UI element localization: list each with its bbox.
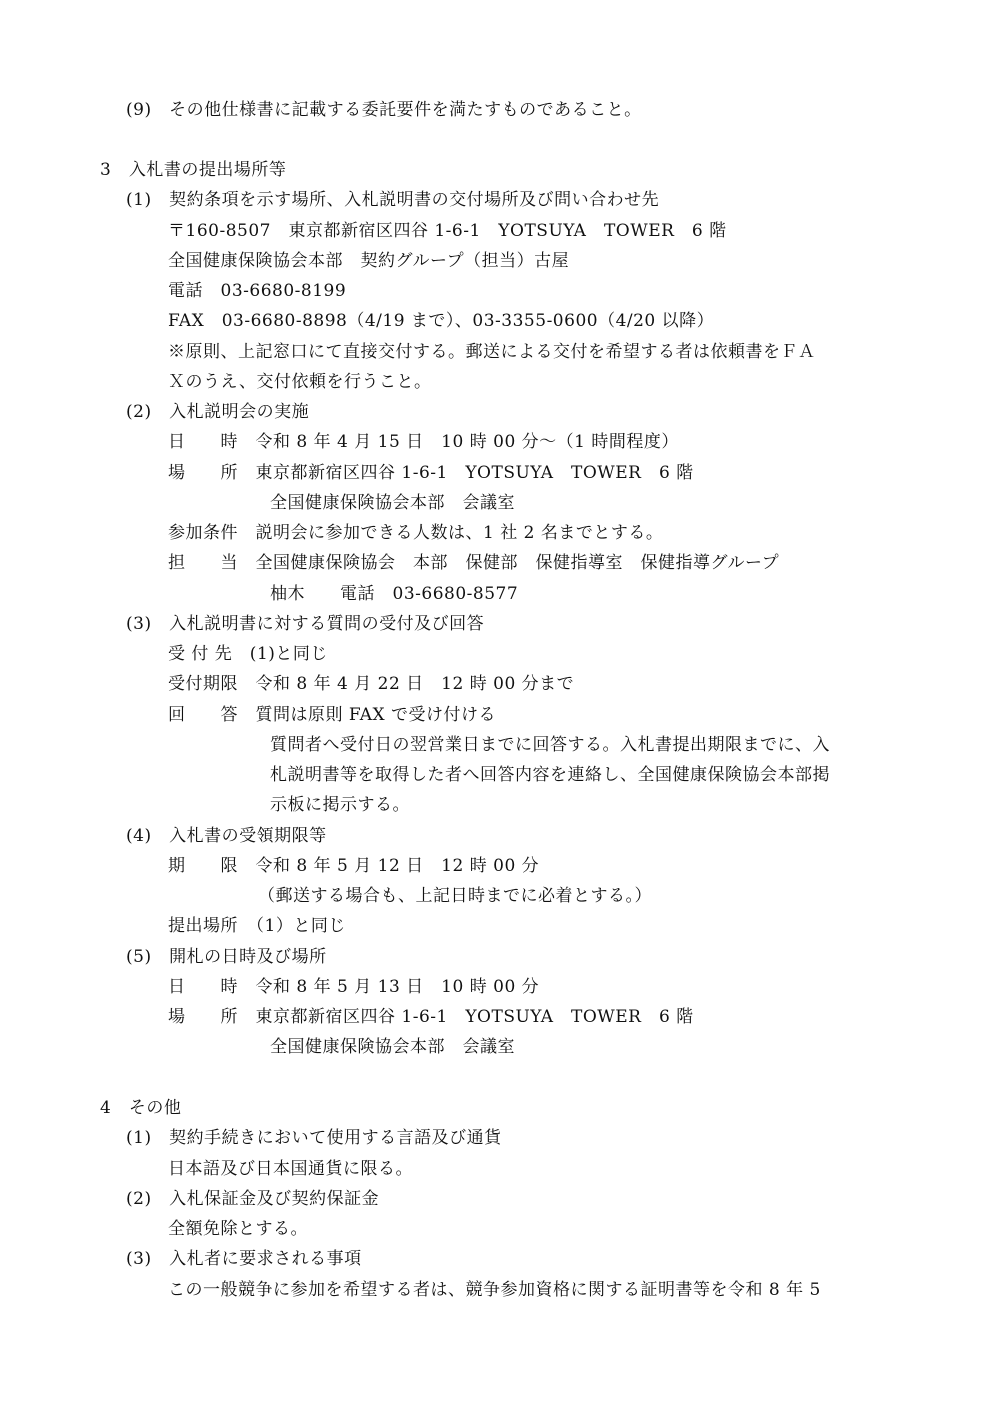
submission-deadline: 期 限 令和 8 年 5 月 12 日 12 時 00 分 <box>168 856 540 876</box>
answer-line-1: 質問者へ受付日の翌営業日までに回答する。入札書提出期限までに、入 <box>270 735 830 755</box>
briefing-datetime: 日 時 令和 8 年 4 月 15 日 10 時 00 分～（1 時間程度） <box>168 432 679 452</box>
other-item-2-heading: (2) 入札保証金及び契約保証金 <box>126 1189 380 1209</box>
note-line-2: Ｘのうえ、交付依頼を行うこと。 <box>168 372 432 392</box>
item-2-heading: (2) 入札説明会の実施 <box>126 402 310 422</box>
briefing-conditions: 参加条件 説明会に参加できる人数は、1 社 2 名までとする。 <box>168 523 664 543</box>
mail-note: （郵送する場合も、上記日時までに必着とする。） <box>258 886 652 906</box>
briefing-place: 場 所 東京都新宿区四谷 1-6-1 YOTSUYA TOWER 6 階 <box>168 463 694 483</box>
other-item-1-text: 日本語及び日本国通貨に限る。 <box>168 1159 413 1179</box>
phone-line: 電話 03-6680-8199 <box>168 281 347 301</box>
question-deadline: 受付期限 令和 8 年 4 月 22 日 12 時 00 分まで <box>168 674 575 694</box>
other-item-2-text: 全額免除とする。 <box>168 1219 308 1239</box>
other-item-1-heading: (1) 契約手続きにおいて使用する言語及び通貨 <box>126 1128 502 1148</box>
briefing-contact: 担 当 全国健康保険協会 本部 保健部 保健指導室 保健指導グループ <box>168 553 780 573</box>
address-line: 〒160-8507 東京都新宿区四谷 1-6-1 YOTSUYA TOWER 6 階 <box>168 221 727 241</box>
contact-office: 全国健康保険協会本部 契約グループ（担当）古屋 <box>168 251 570 271</box>
opening-room: 全国健康保険協会本部 会議室 <box>270 1037 515 1057</box>
note-line-1: ※原則、上記窓口にて直接交付する。郵送による交付を希望する者は依頼書をＦＡ <box>168 342 816 362</box>
other-item-3-text: この一般競争に参加を希望する者は、競争参加資格に関する証明書等を令和 8 年 5 <box>168 1280 821 1300</box>
item-9-text: (9) その他仕様書に記載する委託要件を満たすものであること。 <box>126 100 642 120</box>
answer-line-3: 示板に掲示する。 <box>270 795 410 815</box>
section-3-heading: 3 入札書の提出場所等 <box>100 160 287 180</box>
opening-datetime: 日 時 令和 8 年 5 月 13 日 10 時 00 分 <box>168 977 540 997</box>
section-4-heading: 4 その他 <box>100 1098 182 1118</box>
answer-method: 回 答 質問は原則 FAX で受け付ける <box>168 705 497 725</box>
question-recipient: 受 付 先 (1)と同じ <box>168 644 328 664</box>
item-5-heading: (5) 開札の日時及び場所 <box>126 947 327 967</box>
submission-place: 提出場所 （1）と同じ <box>168 916 346 936</box>
answer-line-2: 札説明書等を取得した者へ回答内容を連絡し、全国健康保険協会本部掲 <box>270 765 830 785</box>
item-3-heading: (3) 入札説明書に対する質問の受付及び回答 <box>126 614 485 634</box>
fax-line: FAX 03-6680-8898（4/19 まで）、03-3355-0600（4/20 以降） <box>168 311 715 331</box>
item-4-heading: (4) 入札書の受領期限等 <box>126 826 327 846</box>
briefing-contact-phone: 柚木 電話 03-6680-8577 <box>270 584 519 604</box>
opening-place: 場 所 東京都新宿区四谷 1-6-1 YOTSUYA TOWER 6 階 <box>168 1007 694 1027</box>
item-1-heading: (1) 契約条項を示す場所、入札説明書の交付場所及び問い合わせ先 <box>126 190 660 210</box>
briefing-room: 全国健康保険協会本部 会議室 <box>270 493 515 513</box>
other-item-3-heading: (3) 入札者に要求される事項 <box>126 1249 362 1269</box>
